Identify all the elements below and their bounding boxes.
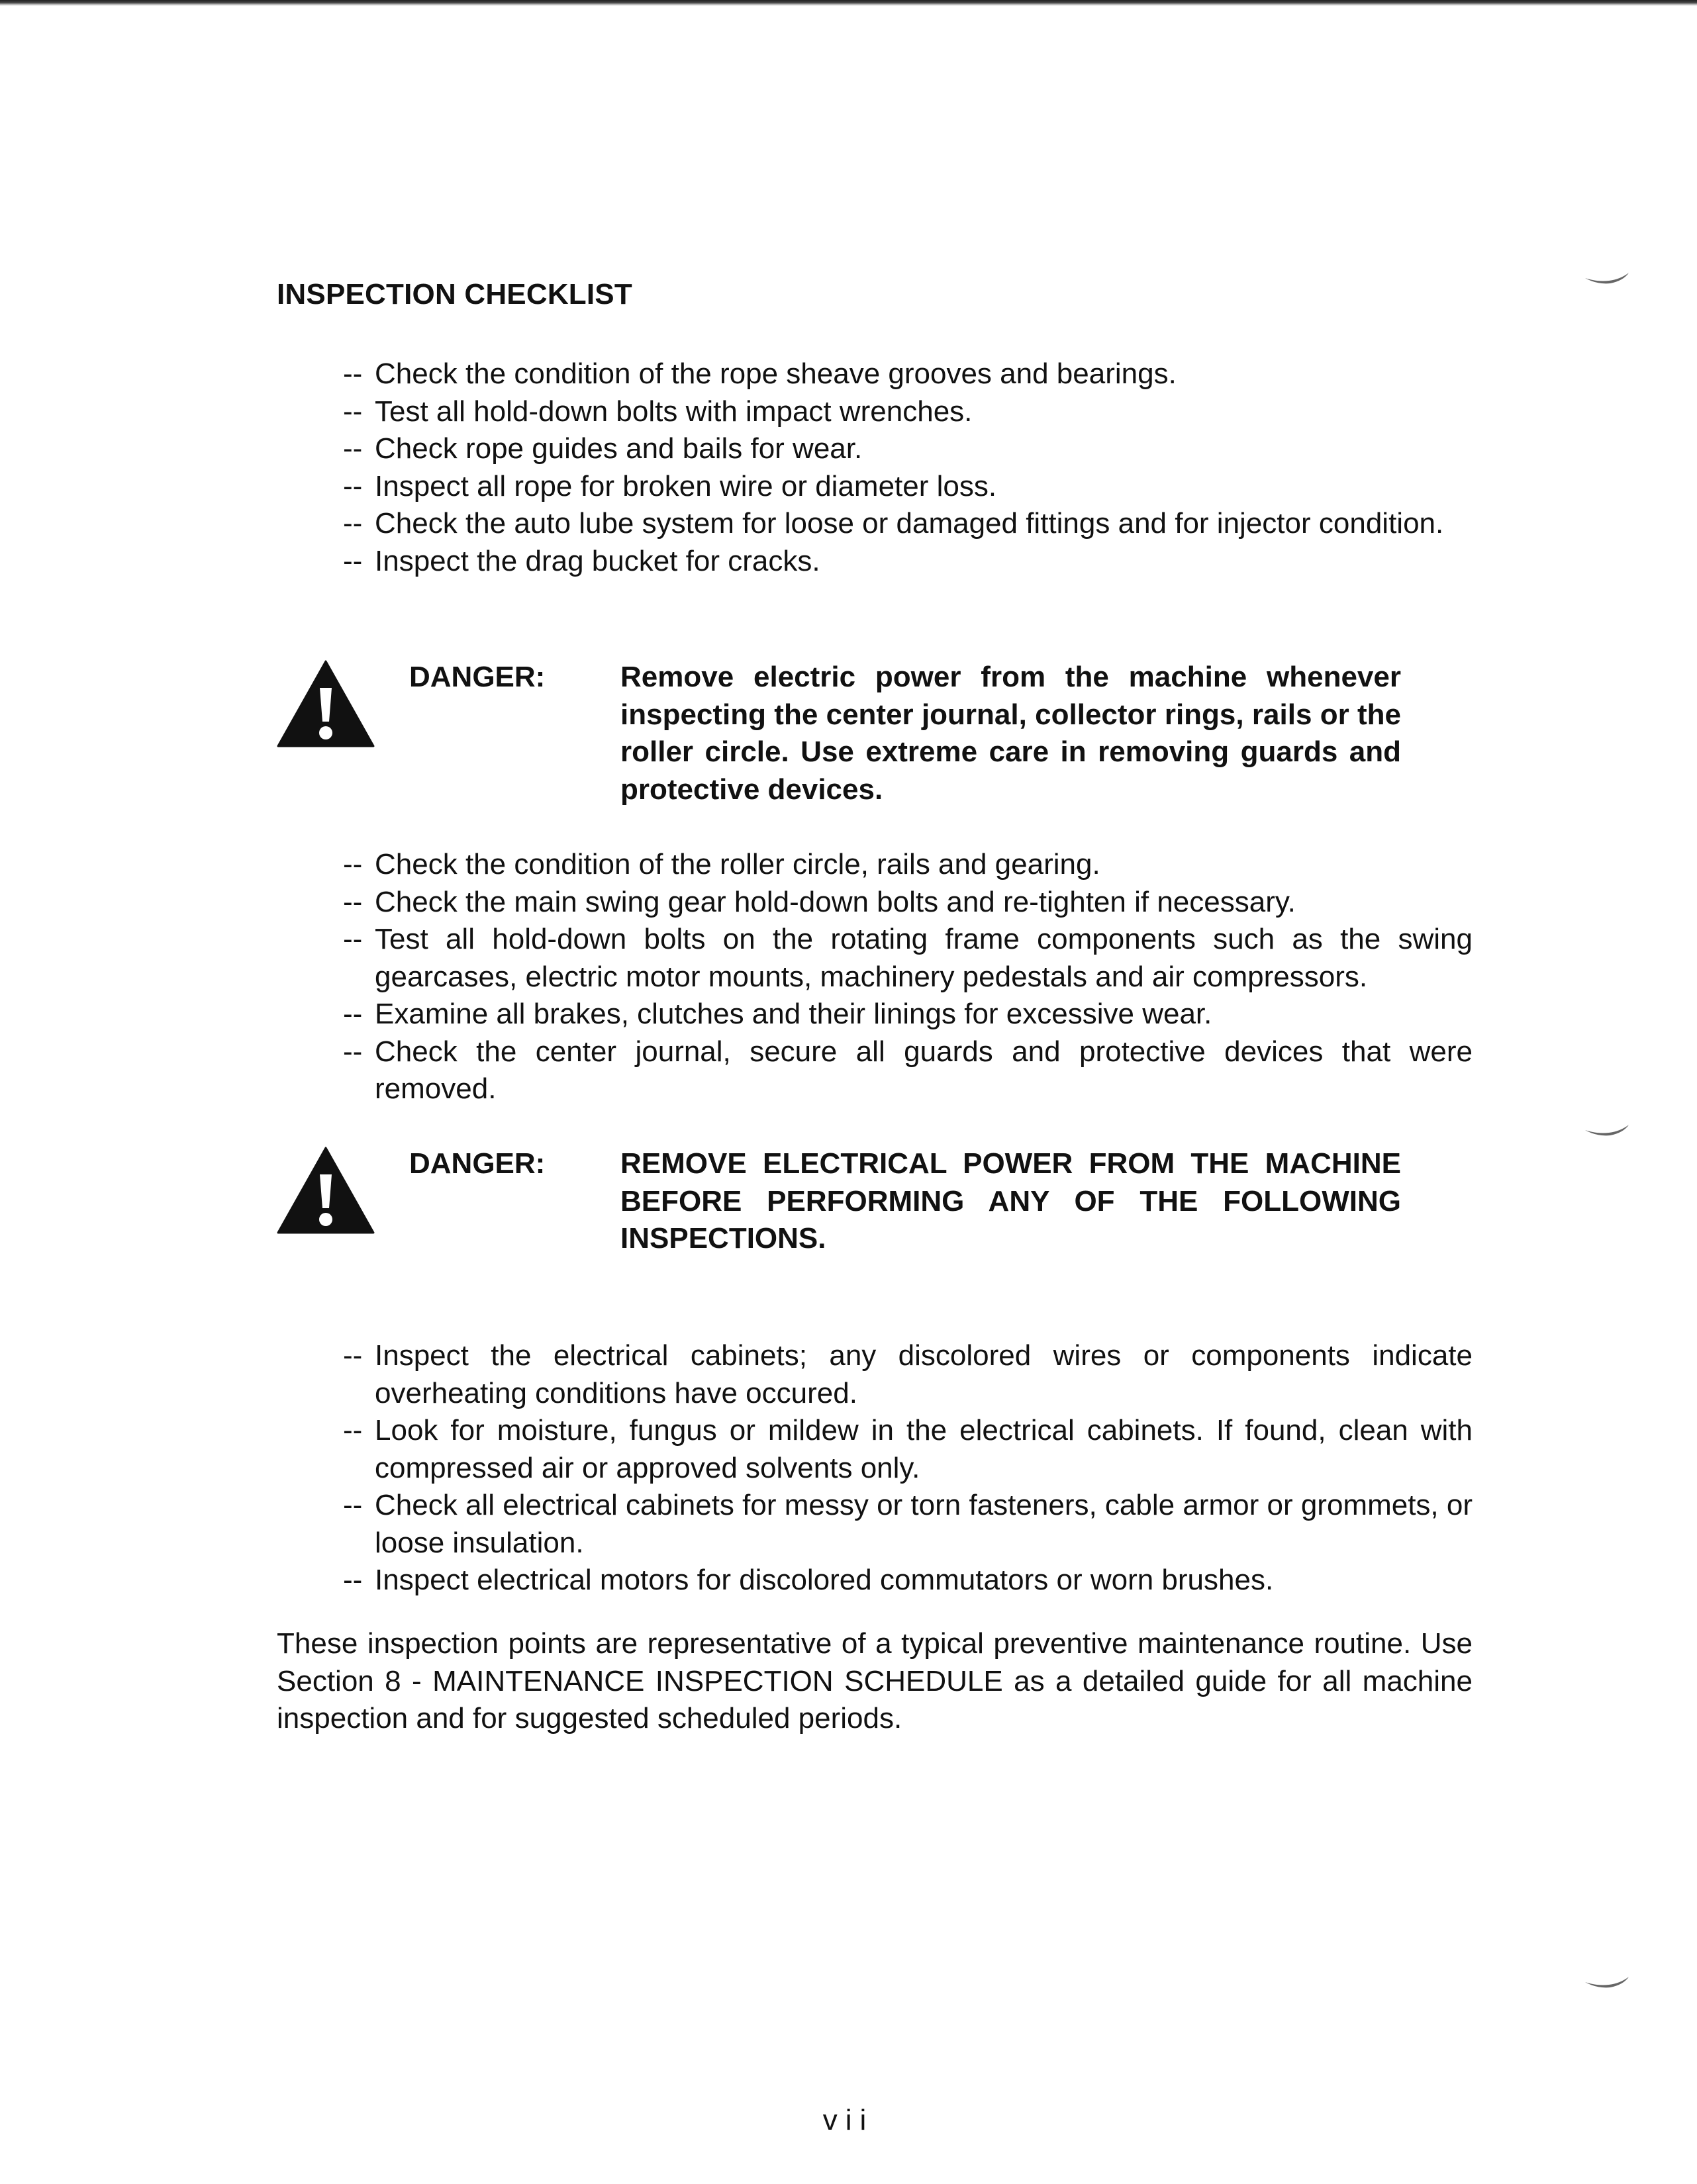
- list-item-text: Check the condition of the roller circle, rails and gearing.: [375, 848, 1100, 880]
- list-dash: --: [343, 432, 363, 465]
- checklist-group-3: [0, 1337, 1697, 1599]
- list-item: [0, 430, 1697, 468]
- list-item: [0, 921, 1697, 996]
- list-dash: --: [343, 1489, 363, 1521]
- list-item-text: Check all electrical cabinets for messy or torn fasteners, cable armor or grommets, or loose insulation.: [375, 1489, 1473, 1559]
- list-item: [0, 468, 1697, 506]
- list-item: [0, 1487, 1697, 1562]
- list-item-text: Inspect all rope for broken wire or diameter loss.: [375, 469, 997, 502]
- list-item: [0, 1033, 1697, 1108]
- list-dash: --: [343, 1339, 363, 1372]
- list-item: [0, 543, 1697, 581]
- scan-top-edge: [0, 0, 1697, 6]
- list-dash: --: [343, 357, 363, 390]
- warning-triangle-icon: [277, 1145, 375, 1234]
- list-item-text: Check the condition of the rope sheave grooves and bearings.: [375, 357, 1177, 390]
- checklist-group-2: [0, 846, 1697, 1108]
- danger-label: DANGER:: [409, 661, 546, 693]
- list-dash: --: [343, 544, 363, 577]
- list-item: [0, 846, 1697, 884]
- list-item-text: Look for moisture, fungus or mildew in the electrical cabinets. If found, clean with compressed air or approved solvents only.: [375, 1414, 1473, 1484]
- binder-mark: [1584, 271, 1630, 286]
- list-item-text: Inspect the electrical cabinets; any discolored wires or components indicate overheating conditions have occured.: [375, 1339, 1473, 1409]
- list-dash: --: [343, 848, 363, 880]
- list-dash: --: [343, 395, 363, 428]
- list-item-text: Check the main swing gear hold-down bolts and re-tighten if necessary.: [375, 885, 1296, 918]
- list-dash: --: [343, 923, 363, 955]
- list-item-text: Check the auto lube system for loose or damaged fittings and for injector condition.: [375, 507, 1444, 540]
- list-item-text: Test all hold-down bolts on the rotating frame components such as the swing gearcases, electric motor mounts, machinery pedestals and air compressors.: [375, 923, 1473, 993]
- page-number: vii: [822, 2104, 875, 2136]
- list-dash: --: [343, 469, 363, 502]
- list-item: [0, 393, 1697, 431]
- list-item-text: Check rope guides and bails for wear.: [375, 432, 863, 465]
- list-item: [0, 1412, 1697, 1487]
- warning-triangle-icon: [277, 659, 375, 747]
- list-item-text: Inspect the drag bucket for cracks.: [375, 544, 820, 577]
- binder-mark: [1584, 1123, 1630, 1138]
- list-item-text: Check the center journal, secure all guards and protective devices that were removed.: [375, 1035, 1473, 1105]
- list-item: [0, 884, 1697, 922]
- danger-text: Remove electric power from the machine whenever inspecting the center journal, collector rings, rails or the roller circle. Use extreme care in removing guards and protective devices.: [620, 661, 1401, 806]
- list-dash: --: [343, 885, 363, 918]
- list-dash: --: [343, 1564, 363, 1596]
- list-dash: --: [343, 1035, 363, 1068]
- list-item: [0, 505, 1697, 543]
- list-item-text: Examine all brakes, clutches and their linings for excessive wear.: [375, 998, 1212, 1030]
- list-item: [0, 996, 1697, 1033]
- section-title: INSPECTION CHECKLIST: [277, 278, 632, 310]
- list-dash: --: [343, 507, 363, 540]
- summary-paragraph: These inspection points are representative of a typical preventive maintenance routine. Use Section 8 - MAINTENANCE INSPECTION SCHEDULE as a detailed guide for all machine inspection and for suggested scheduled periods.: [277, 1627, 1473, 1734]
- list-item: [0, 356, 1697, 393]
- binder-mark: [1584, 1975, 1630, 1990]
- list-item-text: Test all hold-down bolts with impact wrenches.: [375, 395, 973, 428]
- danger-text: REMOVE ELECTRICAL POWER FROM THE MACHINE BEFORE PERFORMING ANY OF THE FOLLOWING INSPECTIONS.: [620, 1147, 1401, 1255]
- list-dash: --: [343, 998, 363, 1030]
- list-item-text: Inspect electrical motors for discolored commutators or worn brushes.: [375, 1564, 1274, 1596]
- list-item: [0, 1562, 1697, 1599]
- danger-label: DANGER:: [409, 1147, 546, 1180]
- checklist-group-1: [0, 356, 1697, 580]
- list-dash: --: [343, 1414, 363, 1447]
- list-item: [0, 1337, 1697, 1412]
